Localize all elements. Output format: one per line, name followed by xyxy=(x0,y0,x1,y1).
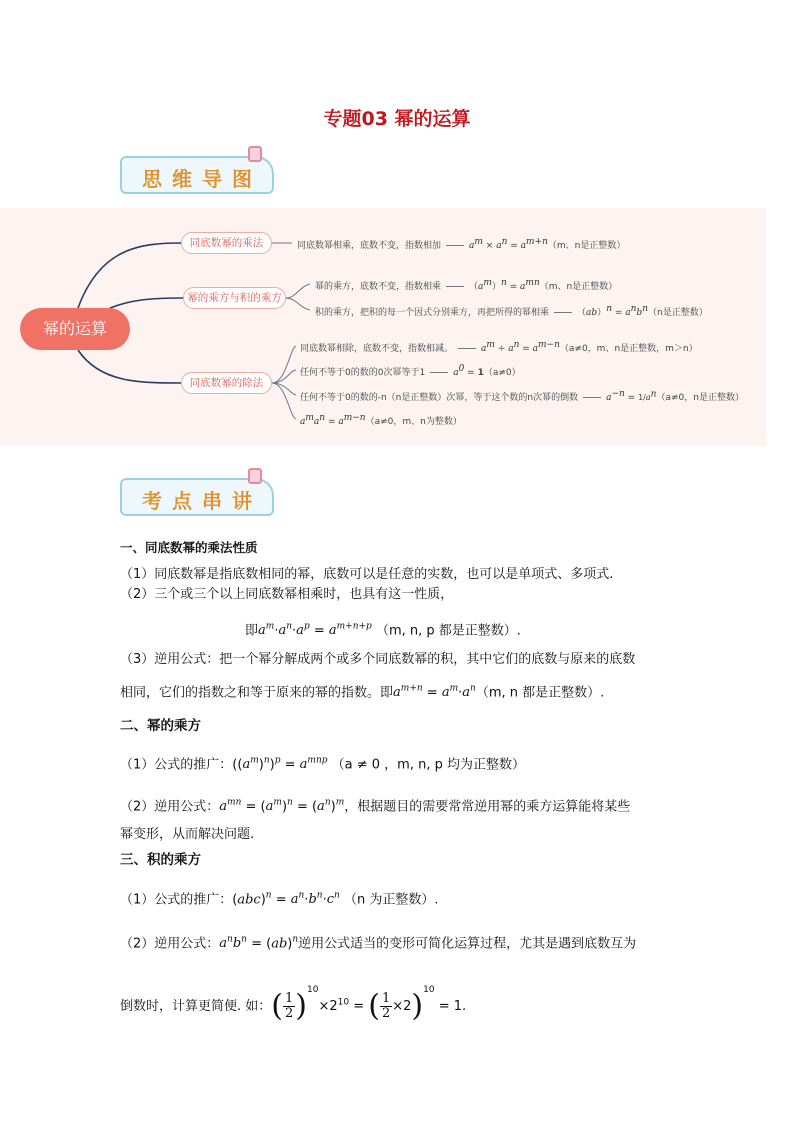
leaf-pow: 幂的乘方，底数不变，指数相乘 $(a^m)^n = a^{mn}(m$、n是正整数） xyxy=(315,278,618,292)
s3-p2: （2）逆用公式：$a^nb^n = (ab)^n$逆用公式适当的变形可简化运算过程，尤其是遇到底数互为 xyxy=(120,935,637,952)
section1-title: 一、同底数幂的乘法性质 xyxy=(120,540,258,555)
s1-p1: （1）同底数幂是指底数相同的幂，底数可以是任意的实数，也可以是单项式、多项式. xyxy=(120,567,614,582)
leaf-neg: 任何不等于0的数的-n（n是正整数）次幂，等于这个数的n次幂的倒数 $a^{-n} = 1/a^n(a\ne 0$，n是正整数） xyxy=(300,389,744,403)
leaf-int: $a^ma^n = a^{m-n}(a\ne 0$，m、n为整数） xyxy=(300,413,462,427)
paperclip-icon xyxy=(248,146,262,162)
s3-p1: （1）公式的推广：$(abc)^n = a^n\cdot b^n\cdot c^n$ （n 为正整数）. xyxy=(120,891,439,908)
s2-p2b: 幂变形，从而解决问题. xyxy=(120,827,255,842)
keypoints-banner-label: 考点串讲 xyxy=(142,489,262,513)
mindmap-root: 幂的运算 xyxy=(20,308,130,350)
mind-map xyxy=(0,208,766,446)
section3-title: 三、积的乘方 xyxy=(120,852,201,868)
leaf-div: 同底数幂相除，底数不变，指数相减。 $a^m \div a^n = a^{m-n}(a\ne 0$，m、n是正整数，m＞n） xyxy=(300,340,698,354)
s1-p3a: （3）逆用公式：把一个幂分解成两个或多个同底数幂的积，其中它们的底数与原来的底数 xyxy=(120,652,636,667)
keypoints-banner xyxy=(120,472,276,516)
section2-title: 二、幂的乘方 xyxy=(120,718,201,734)
paperclip-icon xyxy=(248,468,262,484)
leaf-zero: 任何不等于0的数的0次幂等于1 $a^0 = 1(a\ne 0)$ xyxy=(300,364,521,378)
s1-formula: 即$a^m\cdot a^n\cdot a^p = a^{m+n+p}$ （m, n, p 都是正整数）. xyxy=(245,622,521,639)
s2-p2: （2）逆用公式：$a^{mn} = (a^m)^n = (a^n)^m$，根据题目的需要常常逆用幂的乘方运算能将某些 xyxy=(120,798,631,815)
leaf-prod: 积的乘方，把积的每一个因式分别乘方，再把所得的幂相乘 $(ab)^n = a^nb^n(n$是正整数） xyxy=(315,304,708,318)
s1-p2: （2）三个或三个以上同底数幂相乘时，也具有这一性质， xyxy=(120,587,454,602)
s1-p3b: 相同，它们的指数之和等于原来的幂的指数。即$a^{m+n} = a^m\cdot a^n(m$, n 都是正整数）. xyxy=(120,684,605,701)
page-title: 专题03 幂的运算 xyxy=(323,108,471,130)
mindmap-banner xyxy=(120,150,276,194)
s3-p3: 倒数时，计算更简便. 如：( $\frac{1}{2}$ )$^{10}\times 2^{10}$ = ( $\frac{1}{2}$ ×2)$^{10}$ = 1. xyxy=(120,985,467,1024)
node-power: 幂的乘方与积的乘方 xyxy=(183,287,286,309)
leaf-mult: 同底数幂相乘，底数不变，指数相加 $a^m \times a^n = a^{m+n}(m$、n是正整数） xyxy=(297,237,626,251)
node-division: 同底数幂的除法 xyxy=(181,372,272,394)
mindmap-banner-label: 思维导图 xyxy=(142,167,262,191)
node-multiplication: 同底数幂的乘法 xyxy=(181,232,272,254)
s2-p1: （1）公式的推广：$((a^m)^n)^p = a^{mnp}$ （a ≠ 0 ，m, n, p 均为正整数） xyxy=(120,756,525,773)
